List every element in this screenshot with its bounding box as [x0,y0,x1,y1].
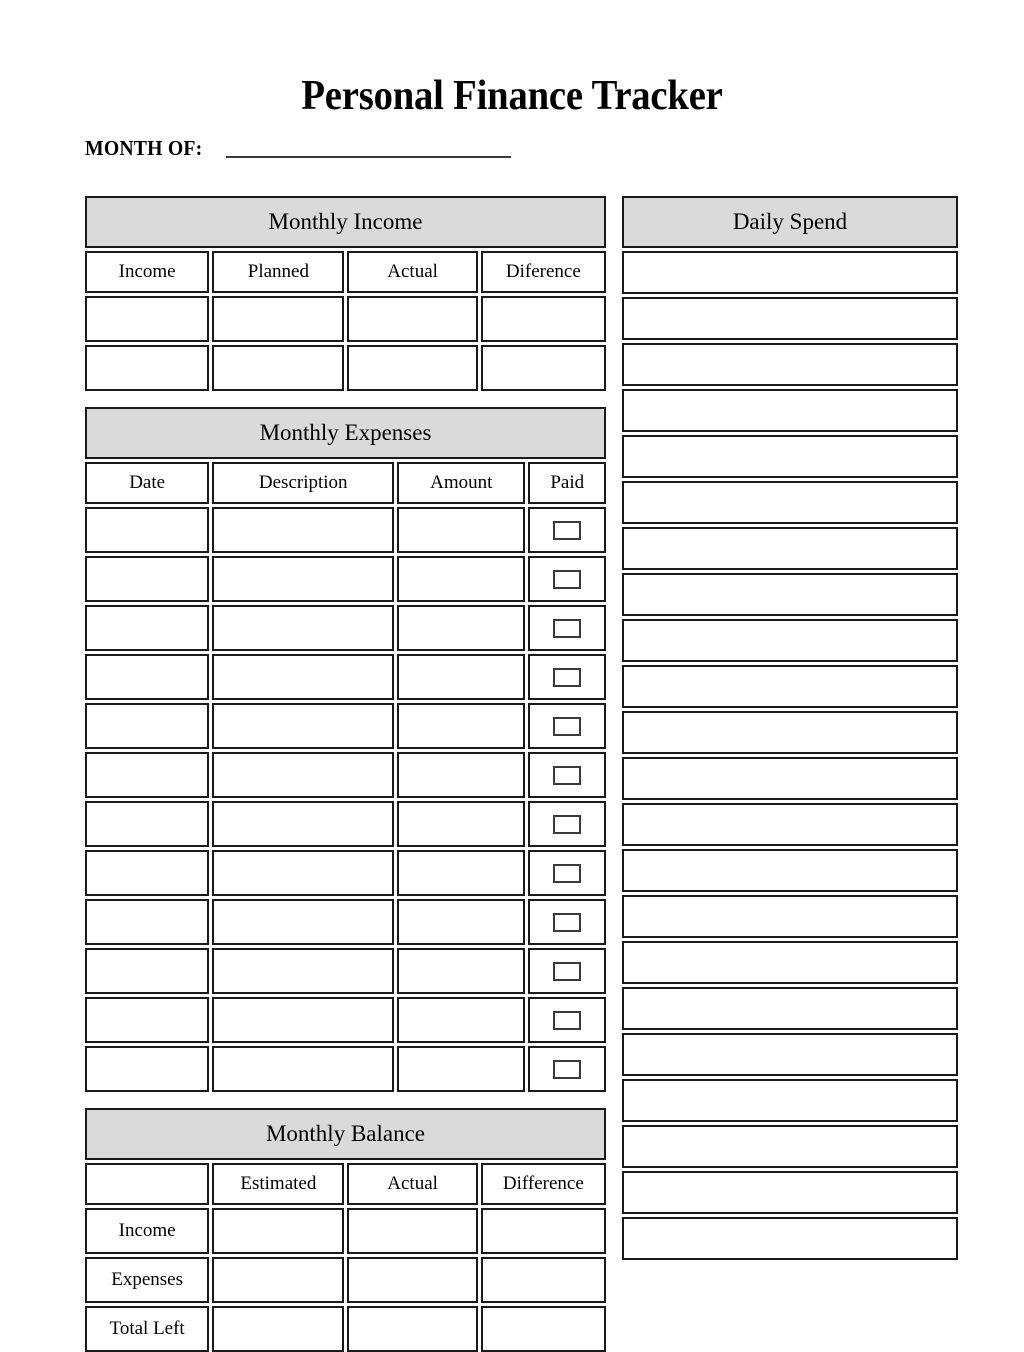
balance-total-actual-cell[interactable] [347,1306,477,1352]
table-row [85,948,606,994]
expense-amount-cell[interactable] [397,948,525,994]
daily-spend-row[interactable] [622,619,958,662]
income-actual-cell[interactable] [347,296,477,342]
expense-paid-cell[interactable] [528,703,606,749]
paid-checkbox[interactable] [553,913,581,932]
balance-income-actual-cell[interactable] [347,1208,477,1254]
table-row [85,1306,606,1352]
expense-description-cell[interactable] [212,556,394,602]
expense-paid-cell[interactable] [528,605,606,651]
balance-expenses-actual-cell[interactable] [347,1257,477,1303]
month-of-label: MONTH OF: [85,136,203,160]
daily-spend-row[interactable] [622,1171,958,1214]
expense-amount-cell[interactable] [397,1046,525,1092]
daily-spend-row[interactable] [622,941,958,984]
paid-checkbox[interactable] [553,668,581,687]
expense-date-cell[interactable] [85,605,209,651]
expense-description-cell[interactable] [212,1046,394,1092]
expense-date-cell[interactable] [85,948,209,994]
column-header-date: Date [85,462,209,504]
monthly-expenses-section [85,407,606,1092]
income-name-cell[interactable] [85,345,209,391]
expense-paid-cell[interactable] [528,752,606,798]
month-of-field[interactable] [85,136,555,161]
income-name-cell[interactable] [85,296,209,342]
daily-spend-row[interactable] [622,665,958,708]
expense-description-cell[interactable] [212,507,394,553]
paid-checkbox[interactable] [553,717,581,736]
column-header-paid: Paid [528,462,606,504]
daily-spend-row[interactable] [622,987,958,1030]
income-diference-cell[interactable] [481,345,606,391]
expense-date-cell[interactable] [85,899,209,945]
daily-spend-row[interactable] [622,1079,958,1122]
balance-income-estimated-cell[interactable] [212,1208,344,1254]
balance-row-label-income: Income [85,1208,209,1254]
daily-spend-row[interactable] [622,1033,958,1076]
expense-description-cell[interactable] [212,899,394,945]
expense-paid-cell[interactable] [528,507,606,553]
daily-spend-row[interactable] [622,573,958,616]
monthly-balance-header: Monthly Balance [85,1108,606,1160]
balance-income-difference-cell[interactable] [481,1208,606,1254]
expense-amount-cell[interactable] [397,997,525,1043]
table-row [85,507,606,553]
table-row [85,997,606,1043]
income-diference-cell[interactable] [481,296,606,342]
expense-amount-cell[interactable] [397,899,525,945]
monthly-income-header: Monthly Income [85,196,606,248]
expense-paid-cell[interactable] [528,899,606,945]
daily-spend-row[interactable] [622,1125,958,1168]
daily-spend-row[interactable] [622,435,958,478]
daily-spend-row[interactable] [622,343,958,386]
expense-description-cell[interactable] [212,703,394,749]
expense-description-cell[interactable] [212,752,394,798]
expense-paid-cell[interactable] [528,997,606,1043]
table-row [85,1046,606,1092]
expense-paid-cell[interactable] [528,1046,606,1092]
expense-date-cell[interactable] [85,507,209,553]
daily-spend-row[interactable] [622,251,958,294]
daily-spend-row[interactable] [622,527,958,570]
expense-description-cell[interactable] [212,948,394,994]
balance-expenses-difference-cell[interactable] [481,1257,606,1303]
column-header-amount: Amount [397,462,525,504]
income-planned-cell[interactable] [212,296,344,342]
table-row [85,703,606,749]
daily-spend-rows-container [622,251,958,1260]
table-header-row [85,462,606,504]
paid-checkbox[interactable] [553,766,581,785]
expense-description-cell[interactable] [212,850,394,896]
expense-date-cell[interactable] [85,850,209,896]
column-header-difference: Difference [481,1163,606,1205]
table-row [85,850,606,896]
expense-paid-cell[interactable] [528,556,606,602]
expense-amount-cell[interactable] [397,654,525,700]
paid-checkbox[interactable] [553,815,581,834]
monthly-balance-table [85,1163,606,1352]
paid-checkbox[interactable] [553,1011,581,1030]
column-header-actual: Actual [347,251,477,293]
page-title: Personal Finance Tracker [301,73,723,119]
expense-date-cell[interactable] [85,703,209,749]
daily-spend-row[interactable] [622,1217,958,1260]
income-planned-cell[interactable] [212,345,344,391]
balance-row-label-total-left: Total Left [85,1306,209,1352]
monthly-balance-section [85,1108,606,1352]
table-row [85,801,606,847]
month-of-blank-line[interactable] [226,156,511,158]
expense-date-cell[interactable] [85,556,209,602]
daily-spend-row[interactable] [622,389,958,432]
daily-spend-row[interactable] [622,803,958,846]
table-header-row [85,251,606,293]
balance-row-label-expenses: Expenses [85,1257,209,1303]
table-row [85,1208,606,1254]
daily-spend-row[interactable] [622,297,958,340]
daily-spend-row[interactable] [622,481,958,524]
daily-spend-section [622,196,958,1260]
column-header-diference: Diference [481,251,606,293]
table-row [85,899,606,945]
expense-date-cell[interactable] [85,654,209,700]
table-header-row [85,1163,606,1205]
expense-amount-cell[interactable] [397,556,525,602]
monthly-expenses-table [85,462,606,1092]
expense-date-cell[interactable] [85,752,209,798]
column-header-blank [85,1163,209,1205]
table-row [85,605,606,651]
expense-amount-cell[interactable] [397,850,525,896]
left-column [85,196,606,1352]
expense-description-cell[interactable] [212,605,394,651]
balance-total-difference-cell[interactable] [481,1306,606,1352]
paid-checkbox[interactable] [553,962,581,981]
column-header-estimated: Estimated [212,1163,344,1205]
expense-date-cell[interactable] [85,997,209,1043]
expense-amount-cell[interactable] [397,752,525,798]
paid-checkbox[interactable] [553,570,581,589]
paid-checkbox[interactable] [553,521,581,540]
expense-description-cell[interactable] [212,801,394,847]
expense-amount-cell[interactable] [397,507,525,553]
column-header-description: Description [212,462,394,504]
table-row [85,654,606,700]
column-header-income: Income [85,251,209,293]
expense-date-cell[interactable] [85,801,209,847]
expense-amount-cell[interactable] [397,801,525,847]
expense-description-cell[interactable] [212,997,394,1043]
column-header-actual: Actual [347,1163,477,1205]
column-header-planned: Planned [212,251,344,293]
daily-spend-header: Daily Spend [622,196,958,248]
monthly-expenses-header: Monthly Expenses [85,407,606,459]
balance-expenses-estimated-cell[interactable] [212,1257,344,1303]
expense-paid-cell[interactable] [528,801,606,847]
table-row [85,1257,606,1303]
balance-total-estimated-cell[interactable] [212,1306,344,1352]
expense-amount-cell[interactable] [397,605,525,651]
table-row [85,556,606,602]
income-actual-cell[interactable] [347,345,477,391]
daily-spend-row[interactable] [622,711,958,754]
paid-checkbox[interactable] [553,1060,581,1079]
daily-spend-row[interactable] [622,849,958,892]
expense-paid-cell[interactable] [528,850,606,896]
daily-spend-row[interactable] [622,895,958,938]
table-row [85,296,606,342]
monthly-income-table [85,251,606,391]
expense-paid-cell[interactable] [528,948,606,994]
expense-amount-cell[interactable] [397,703,525,749]
paid-checkbox[interactable] [553,864,581,883]
expense-date-cell[interactable] [85,1046,209,1092]
expense-description-cell[interactable] [212,654,394,700]
expense-rows-container [85,507,606,1092]
daily-spend-row[interactable] [622,757,958,800]
table-row [85,345,606,391]
paid-checkbox[interactable] [553,619,581,638]
table-row [85,752,606,798]
expense-paid-cell[interactable] [528,654,606,700]
